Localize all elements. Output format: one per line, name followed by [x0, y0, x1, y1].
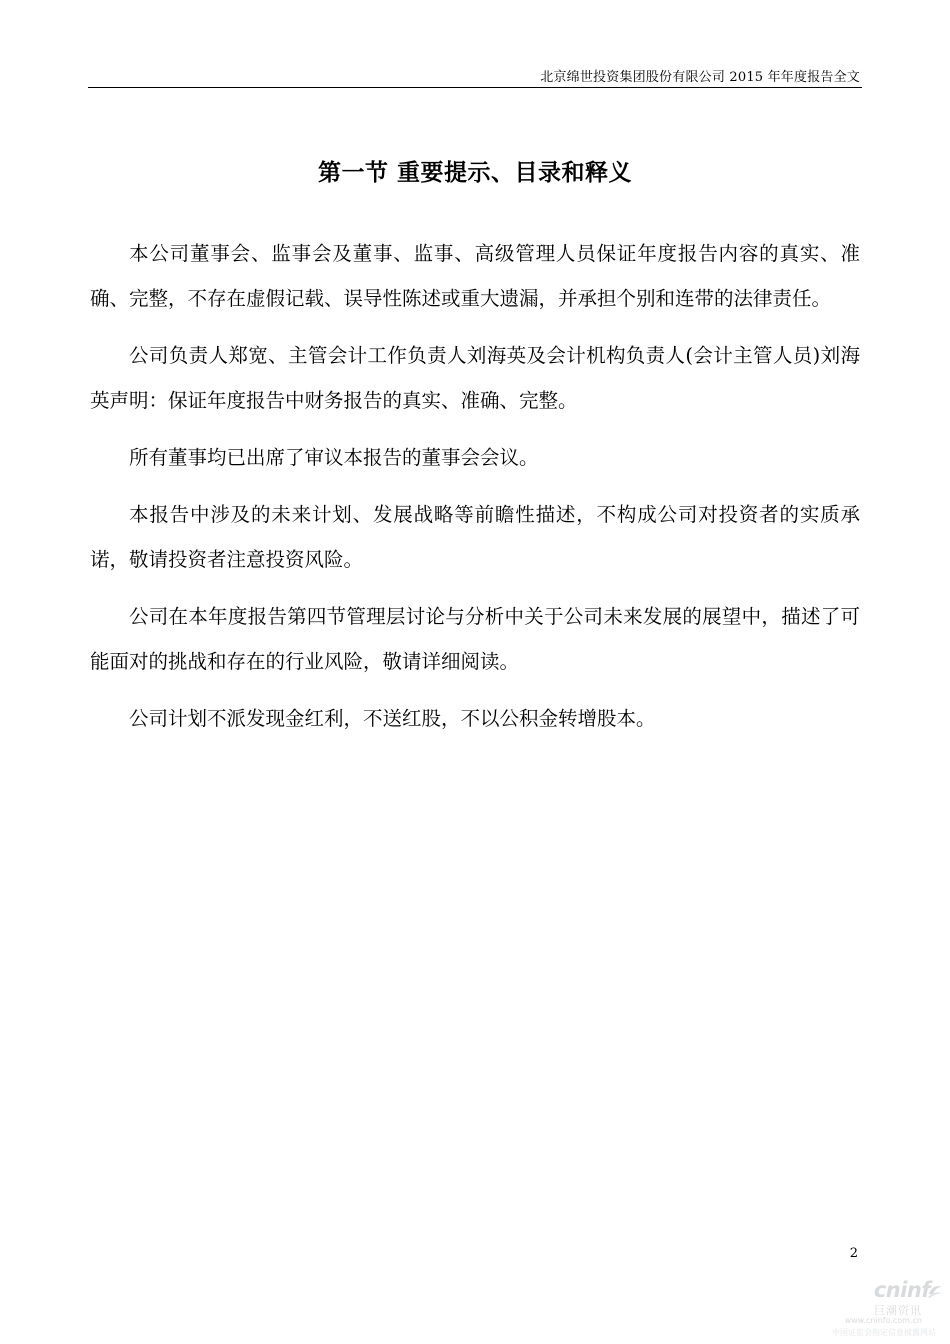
watermark-logo-text: cninf	[873, 1278, 930, 1302]
section-title: 第一节 重要提示、目录和释义	[317, 159, 632, 186]
running-header-title: 北京绵世投资集团股份有限公司 2015 年年度报告全文	[540, 70, 860, 85]
paragraph-dividend-plan: 公司计划不派发现金红利，不送红股，不以公积金转增股本。	[129, 707, 656, 730]
paragraph-risk-reference: 公司在本年度报告第四节管理层讨论与分析中关于公司未来发展的展望中，描述了可能面对的挑战和存在的行业风险，敬请详细阅读。	[90, 605, 860, 673]
paragraph-responsibility-statement: 本公司董事会、监事会及董事、监事、高级管理人员保证年度报告内容的真实、准确、完整，不存在虚假记载、误导性陈述或重大遗漏，并承担个别和连带的法律责任。	[90, 242, 860, 310]
page-number: 2	[849, 1246, 858, 1261]
watermark-url: www.cninfo.com.cn	[844, 1316, 922, 1325]
cninfo-swoosh-icon	[926, 1282, 944, 1300]
cninfo-watermark	[834, 1278, 944, 1340]
header-rule	[88, 87, 862, 88]
paragraph-forward-looking-disclaimer: 本报告中涉及的未来计划、发展战略等前瞻性描述，不构成公司对投资者的实质承诺，敬请投资者注意投资风险。	[90, 503, 860, 571]
paragraph-board-attendance: 所有董事均已出席了审议本报告的董事会会议。	[129, 446, 539, 469]
paragraph-officer-declaration: 公司负责人郑宽、主管会计工作负责人刘海英及会计机构负责人(会计主管人员)刘海英声明：保证年度报告中财务报告的真实、准确、完整。	[90, 344, 860, 412]
watermark-subtitle: 中国证监会指定信息披露网站	[832, 1328, 936, 1337]
watermark-brand-cn: 巨潮资讯	[874, 1304, 922, 1317]
body-text	[90, 231, 860, 753]
